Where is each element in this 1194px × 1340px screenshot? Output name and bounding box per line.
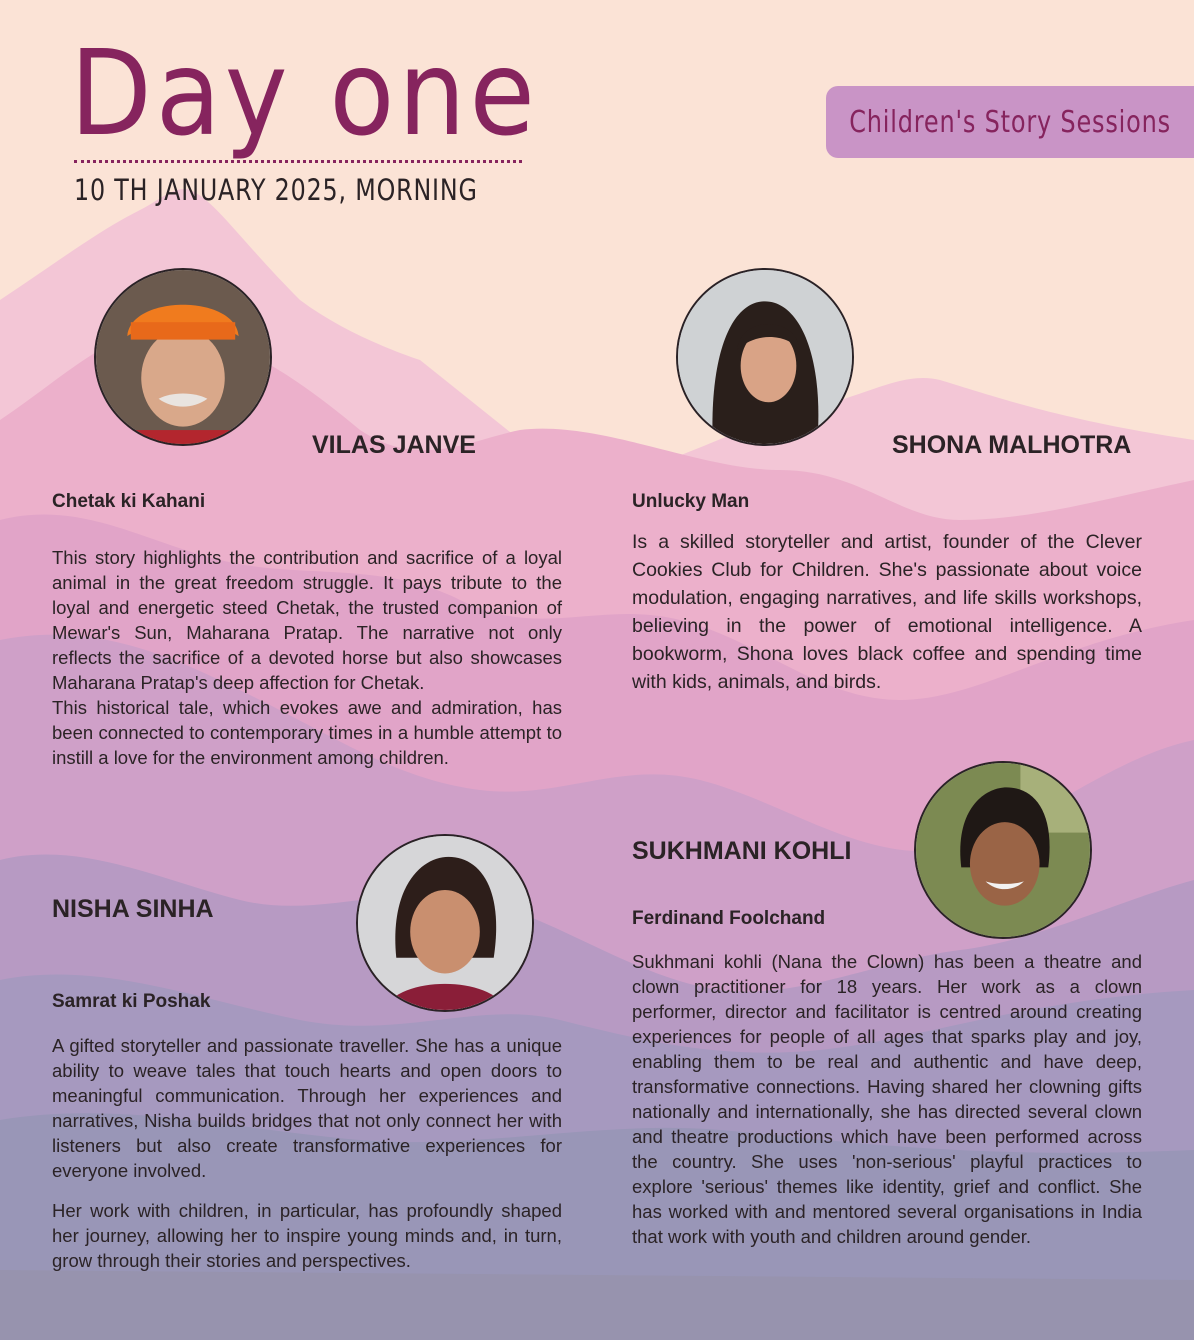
session-badge	[826, 86, 1194, 158]
speaker-name-nisha: NISHA SINHA	[52, 895, 214, 923]
bio-nisha-2: Her work with children, in particular, has profoundly shaped her journey, allowing her to inspire young minds and, in turn, grow through their stories and perspectives.	[52, 1200, 562, 1271]
avatar-sukhmani-kohli	[914, 761, 1092, 939]
bio-vilas-2: This historical tale, which evokes awe and admiration, has been connected to contemporary times in a humble attempt to instill a love for the environment among children.	[52, 697, 562, 768]
speaker-name-sukhmani: SUKHMANI KOHLI	[632, 837, 852, 865]
bio-shona-1: Is a skilled storyteller and artist, founder of the Clever Cookies Club for Children. She's passionate about voice modulation, engaging narratives, and life skills workshops, believing in the power of emotional intelligence. A bookworm, Shona loves black coffee and spending time with kids, animals, and birds.	[632, 531, 1142, 693]
avatar-nisha-sinha	[356, 834, 534, 1012]
bio-vilas-1: This story highlights the contribution and sacrifice of a loyal animal in the great freedom struggle. It pays tribute to the loyal and energetic steed Chetak, the trusted companion of Mewar's Sun, Maharana Pratap. The narrative not only reflects the sacrifice of a devoted horse but also showcases Maharana Pratap's deep affection for Chetak.	[52, 547, 562, 693]
speaker-name-vilas: VILAS JANVE	[312, 431, 476, 459]
avatar-shona-malhotra	[676, 268, 854, 446]
bio-sukhmani-1: Sukhmani kohli (Nana the Clown) has been a theatre and clown practitioner for 18 years. Her work as a clown performer, director and facilitator is centred around creating experiences for people of all ages that sparks play and joy, enabling them to be real and authentic and have deep, transformative connections. Having shared her clowning gifts nationally and internationally, she has directed several clown and theatre productions which have been performed across the country. She uses 'non-serious' playful practices to explore 'serious' themes like identity, grief and conflict. She has worked with and mentored several organisations in India that work with youth and children around gender.	[632, 951, 1142, 1247]
speaker-name-shona: SHONA MALHOTRA	[892, 431, 1132, 459]
story-title-shona: Unlucky Man	[632, 491, 750, 512]
title-divider	[74, 160, 522, 163]
story-title-nisha: Samrat ki Poshak	[52, 991, 211, 1012]
badge-label: Children's Story Sessions	[849, 104, 1171, 140]
bio-nisha-1: A gifted storyteller and passionate traveller. She has a unique ability to weave tales that touch hearts and open doors to meaningful communication. Through her experiences and narratives, Nisha builds bridges that not only connect her with listeners but also create transformative experiences for everyone involved.	[52, 1035, 562, 1181]
session-date: 10 TH JANUARY 2025, MORNING	[74, 173, 478, 207]
page-title: Day one	[70, 24, 539, 162]
avatar-vilas-janve	[94, 268, 272, 446]
story-title-sukhmani: Ferdinand Foolchand	[632, 908, 826, 929]
story-title-vilas: Chetak ki Kahani	[52, 491, 206, 512]
